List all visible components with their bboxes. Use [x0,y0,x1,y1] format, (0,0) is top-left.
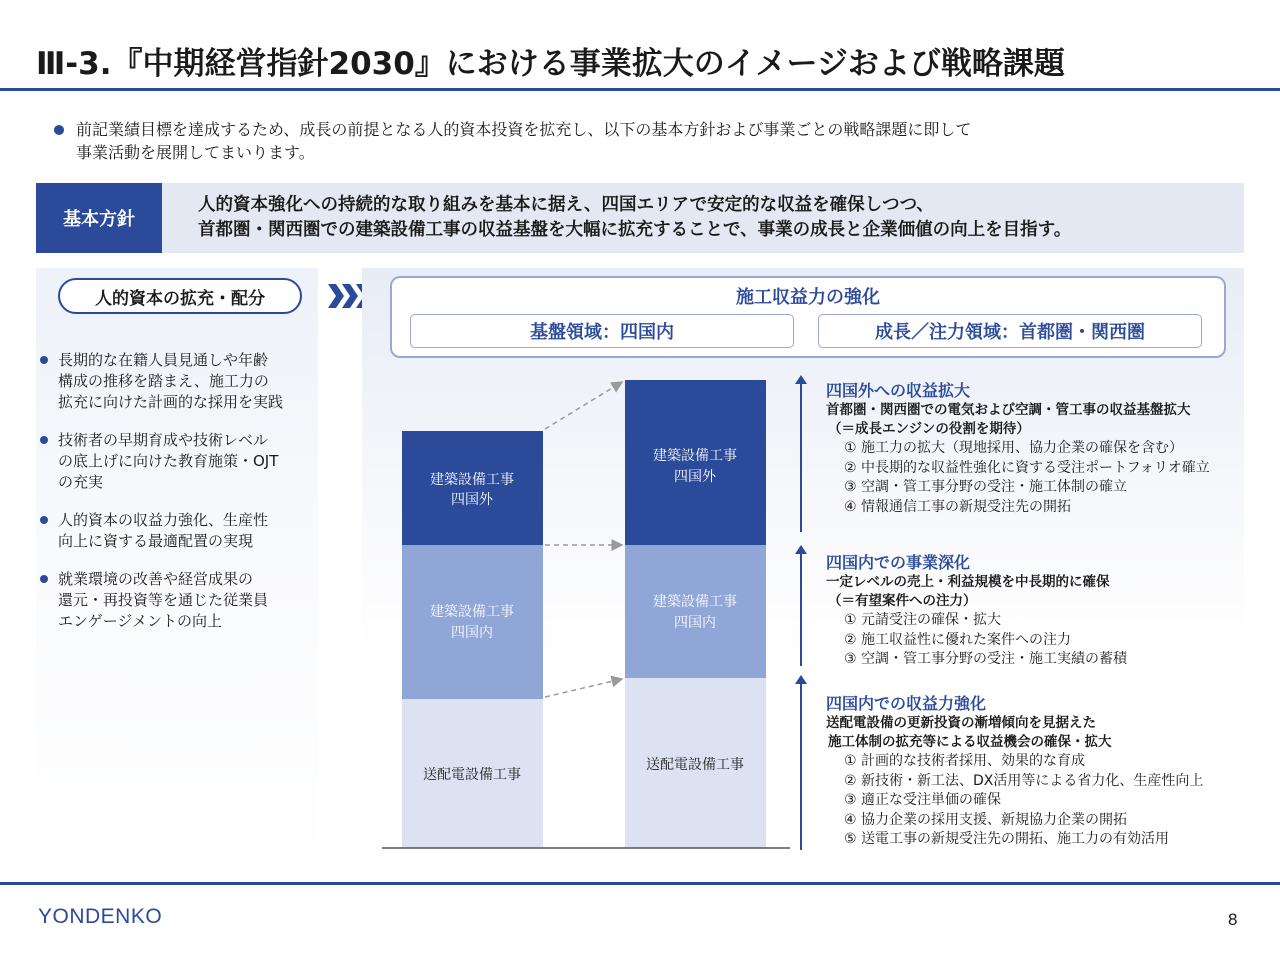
list-line: の充実 [58,473,104,491]
up-arrow-shaft [800,682,802,850]
detail-heading: 四国外への収益拡大 [826,381,971,400]
list-line: エンゲージメントの向上 [58,612,222,630]
bar-label: 四国外 [674,469,716,485]
list-item [40,510,320,552]
list-line: 人的資本の収益力強化、生産性 [58,511,269,529]
list-item [40,350,320,413]
growth-domain-box: 成長／注力領域：首都圏・関西圏 [818,314,1202,348]
bar-label: 建築設備工事 [430,472,514,488]
title-divider [0,88,1280,91]
bar-label: 建築設備工事 [653,594,737,610]
detail-item: ④ 情報通信工事の新規受注先の開拓 [844,498,1072,515]
detail-subheading: 送配電設備の更新投資の漸増傾向を見据えた [826,715,1096,731]
growth-arrow [545,679,622,697]
base-domain-box: 基盤領域：四国内 [410,314,794,348]
bar-label: 建築設備工事 [653,448,737,464]
detail-item: ③ 適正な受注単価の確保 [844,792,1002,808]
list-line: の底上げに向けた教育施策・OJT [58,452,279,470]
company-logo: YONDENKO [38,905,163,928]
detail-item: ③ 空調・管工事分野の受注・施工体制の確立 [844,479,1127,495]
detail-item: ① 計画的な技術者採用、効果的な育成 [844,753,1085,769]
detail-heading: 四国内での収益力強化 [826,694,987,713]
list-item [40,569,320,632]
bar-label: 四国内 [674,615,716,631]
bar-label: 四国外 [451,492,493,508]
list-item [40,430,320,493]
bar-label: 四国内 [451,625,493,641]
bar-label: 送配電設備工事 [646,757,744,773]
detail-item: ④ 協力企業の採用支援、新規協力企業の開拓 [844,811,1127,828]
policy-line: 人的資本強化への持続的な取り組みを基本に据え、四国エリアで安定的な収益を確保しつつ、 [198,195,934,215]
growth-arrow [545,382,622,429]
detail-subheading: 一定レベルの売上・利益規模を中長期的に確保 [826,574,1110,590]
strategy-detail-inside [826,553,1246,670]
detail-subheading: 施工体制の拡充等による収益機会の確保・拡大 [828,734,1112,750]
detail-item: ① 元請受注の確保・拡大 [844,612,1002,628]
policy-label: 基本方針 [36,183,162,253]
detail-item: ⑤ 送電工事の新規受注先の開拓、施工力の有効活用 [844,831,1169,847]
detail-item: ① 施工力の拡大（現地採用、協力企業の確保を含む） [844,440,1183,456]
bar-segment-left-inside [402,545,543,699]
list-line: 還元・再投資等を通じた従業員 [58,591,269,609]
detail-heading: 四国内での事業深化 [826,553,971,572]
bar-label: 建築設備工事 [430,604,514,620]
human-capital-title: 人的資本の拡充・配分 [58,278,302,314]
list-line: 就業環境の改善や経営成果の [58,570,254,588]
intro-line: 前記業績目標を達成するため、成長の前提となる人的資本投資を拡充し、以下の基本方針および事業ごとの戦略課題に即して [76,120,972,139]
strategy-detail-outside [826,381,1246,517]
policy-text [198,193,1238,243]
list-line: 向上に資する最適配置の実現 [58,532,254,550]
detail-subheading: （＝有望案件への注力） [828,593,977,609]
detail-item: ② 中長期的な収益性強化に資する受注ポートフォリオ確立 [844,459,1210,476]
list-line: 構成の推移を踏まえ、施工力の [58,372,269,390]
page-number: 8 [1228,910,1238,929]
bullet-icon [54,125,64,135]
up-arrow-shaft [800,552,802,666]
policy-line: 首都圏・関西圏での建築設備工事の収益基盤を大幅に拡充することで、事業の成長と企業価値の向上を目指す。 [198,220,1072,240]
human-capital-list [40,350,320,649]
intro-paragraph [48,118,1228,164]
detail-item: ② 新技術・新工法、DX活用等による省力化、生産性向上 [844,772,1204,789]
business-expansion-diagram [370,370,790,860]
bar-label: 送配電設備工事 [423,767,521,783]
construction-earnings-title: 施工収益力の強化 [736,287,880,308]
detail-item: ③ 空調・管工事分野の受注・施工実績の蓄積 [844,651,1127,667]
list-line: 技術者の早期育成や技術レベル [58,431,269,449]
bar-segment-left-outside [402,431,543,545]
page-title: Ⅲ-3.『中期経営指針2030』における事業拡大のイメージおよび戦略課題 [36,46,1065,82]
strategy-detail-transmission [826,694,1246,850]
up-arrow-shaft [800,382,802,532]
detail-subheading: 首都圏・関西圏での電気および空調・管工事の収益基盤拡大 [826,402,1191,418]
detail-item: ② 施工収益性に優れた案件への注力 [844,631,1072,648]
list-line: 拡充に向けた計画的な採用を実践 [58,393,284,411]
bar-segment-right-inside [625,545,766,678]
intro-line: 事業活動を展開してまいります。 [76,143,315,162]
footer-divider [0,882,1280,885]
detail-subheading: （＝成長エンジンの役割を期待） [828,421,1030,437]
list-line: 長期的な在籍人員見通しや年齢 [58,351,269,369]
